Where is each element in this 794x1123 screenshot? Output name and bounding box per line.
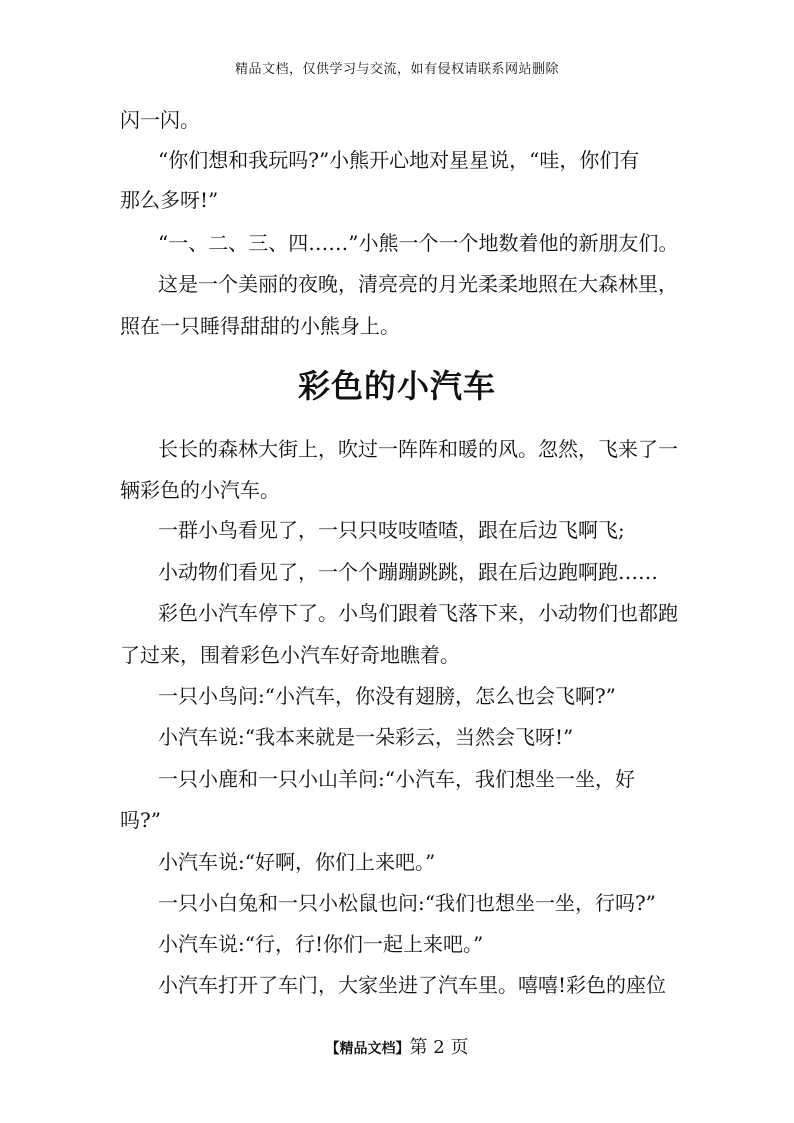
paragraph-line: 吗?” (120, 808, 161, 832)
paragraph-line: 辆彩色的小汽车。 (120, 478, 280, 502)
paragraph-line: 那么多呀!” (120, 188, 219, 212)
paragraph-line: 彩色小汽车停下了。小鸟们跟着飞落下来，小动物们也都跑 (158, 601, 678, 625)
paragraph-line: 一只小鹿和一只小山羊问:“小汽车，我们想坐一坐，好 (158, 767, 635, 791)
paragraph-line: 小动物们看见了，一个个蹦蹦跳跳，跟在后边跑啊跑…… (158, 560, 658, 584)
paragraph-line: 一只小鸟问:“小汽车，你没有翅膀，怎么也会飞啊?” (158, 684, 616, 708)
page-footer (0, 1033, 794, 1059)
story-title: 彩色的小汽车 (297, 367, 496, 405)
paragraph-line: 这是一个美丽的夜晚，清亮亮的月光柔柔地照在大森林里， (158, 272, 678, 296)
paragraph-line: 一群小鸟看见了，一只只吱吱喳喳，跟在后边飞啊飞; (158, 518, 625, 542)
paragraph-line: “一、二、三、四……”小熊一个一个地数着他的新朋友们。 (158, 231, 679, 255)
paragraph-line: 长长的森林大街上，吹过一阵阵和暖的风。忽然，飞来了一 (158, 437, 678, 461)
paragraph-line: 小汽车说:“行，行!你们一起上来吧。” (158, 932, 484, 956)
paragraph-line: 小汽车说:“我本来就是一朵彩云，当然会飞呀!” (158, 725, 574, 749)
paragraph-line: 小汽车打开了车门，大家坐进了汽车里。嘻嘻!彩色的座位 (158, 973, 667, 997)
paragraph-line: 照在一只睡得甜甜的小熊身上。 (120, 314, 400, 338)
page-header: 精品文档，仅供学习与交流，如有侵权请联系网站删除 (234, 62, 559, 77)
paragraph-line: “你们想和我玩吗?”小熊开心地对星星说，“哇，你们有 (158, 148, 640, 172)
paragraph-line: 小汽车说:“好啊，你们上来吧。” (158, 850, 436, 874)
footer-tag: 【精品文档】 (325, 1041, 410, 1057)
page-number: 第 2 页 (409, 1037, 469, 1058)
paragraph-line: 了过来，围着彩色小汽车好奇地瞧着。 (120, 643, 460, 667)
paragraph-line: 一只小白兔和一只小松鼠也问:“我们也想坐一坐，行吗?” (158, 891, 656, 915)
paragraph-line: 闪一闪。 (120, 108, 200, 132)
